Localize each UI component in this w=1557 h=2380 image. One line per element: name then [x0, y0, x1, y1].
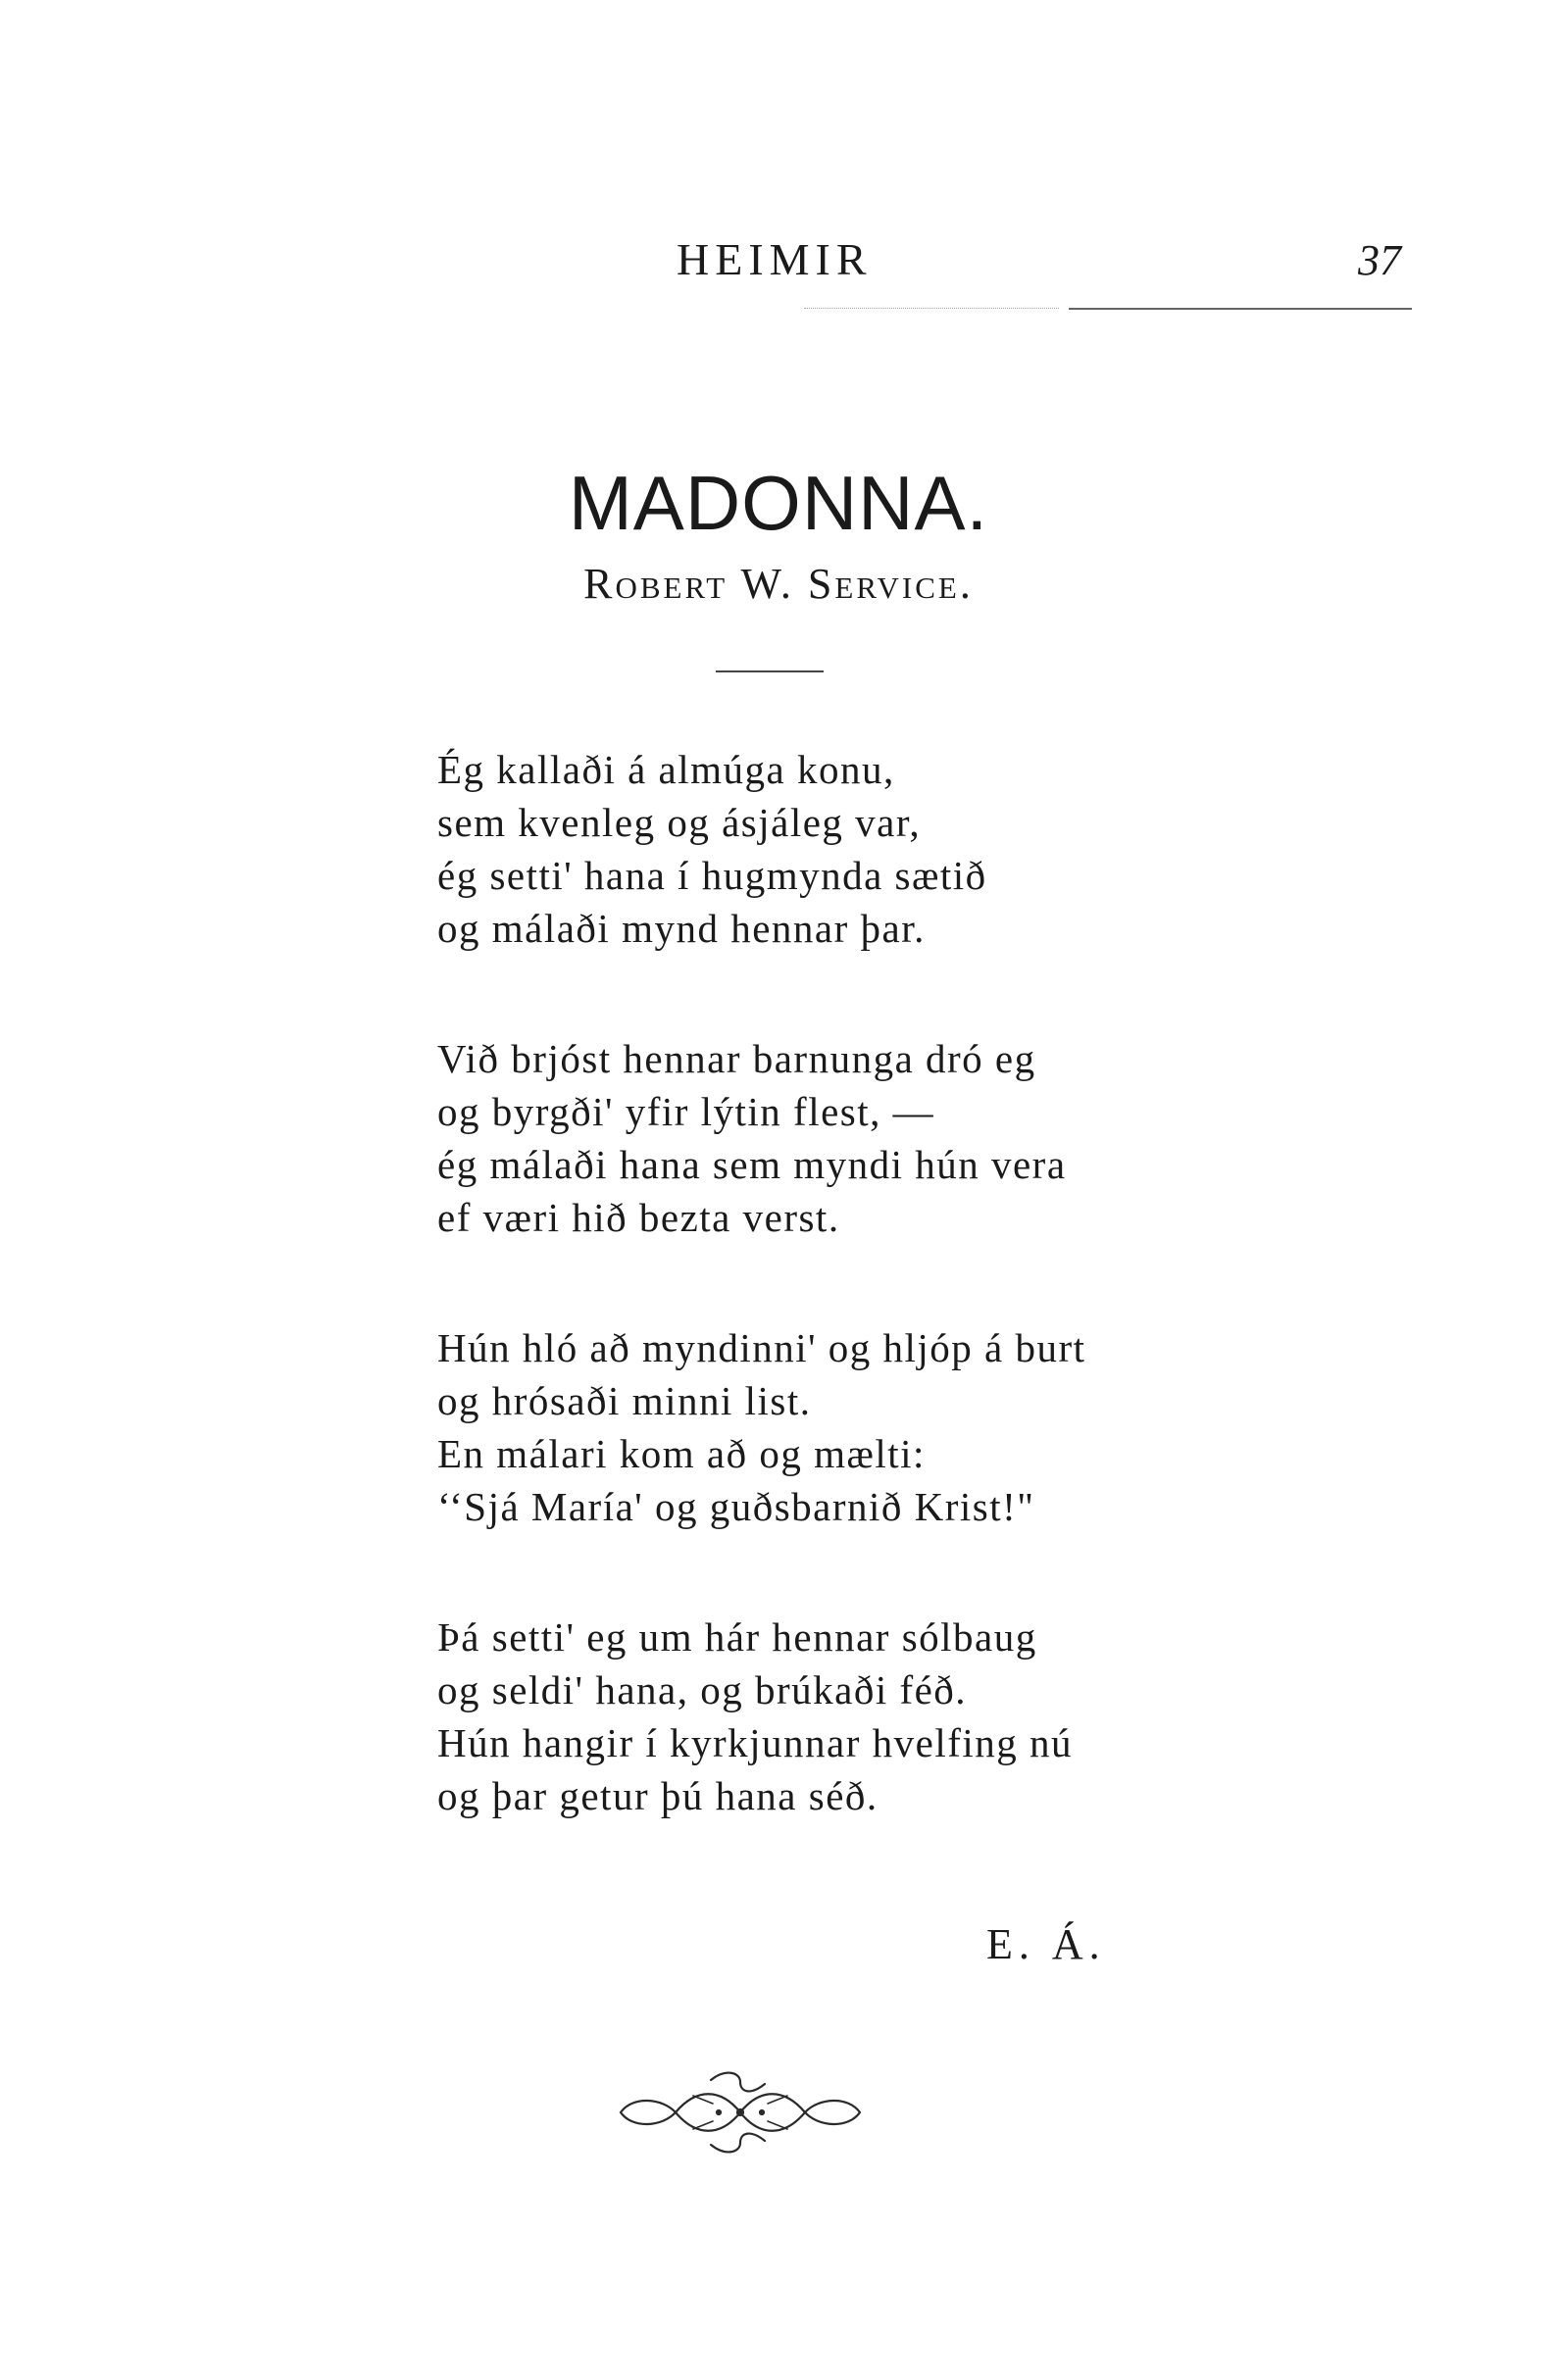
verse-line: ef væri hið bezta verst.	[437, 1195, 840, 1240]
page-number: 37	[1358, 236, 1401, 284]
verse-line: og málaði mynd hennar þar.	[437, 906, 926, 951]
verse-line: og hrósaði minni list.	[437, 1378, 812, 1423]
stanza-3	[437, 1321, 1222, 1533]
flourish-ornament-icon	[603, 2058, 878, 2166]
poem-title: MADONNA.	[568, 460, 989, 546]
header-rule-faint	[804, 308, 1059, 309]
header-rule	[1069, 308, 1412, 310]
verse-line: En málari kom að og mælti:	[437, 1431, 926, 1476]
running-title: HEIMIR	[677, 234, 873, 284]
stanza-4	[437, 1611, 1222, 1822]
verse-line: og þar getur þú hana séð.	[437, 1773, 879, 1818]
verse-line: og seldi' hana, og brúkaði féð.	[437, 1667, 968, 1712]
poem-body	[437, 743, 1222, 1900]
poem-author: Robert W. Service.	[583, 560, 974, 608]
verse-line: Við brjóst hennar barnunga dró eg	[437, 1036, 1036, 1081]
running-header	[0, 233, 1557, 292]
verse-line: sem kvenleg og ásjáleg var,	[437, 800, 922, 845]
stanza-1	[437, 743, 1222, 955]
signature: E. Á.	[986, 1920, 1106, 1968]
verse-line: Ég kallaði á almúga konu,	[437, 747, 895, 792]
verse-line: ‘‘Sjá María' og guðsbarnið Krist!"	[437, 1484, 1035, 1529]
verse-line: Þá setti' eg um hár hennar sólbaug	[437, 1614, 1037, 1660]
verse-line: Hún hangir í kyrkjunnar hvelfing nú	[437, 1720, 1074, 1765]
title-divider	[716, 670, 824, 672]
stanza-2	[437, 1032, 1222, 1244]
verse-line: og byrgði' yfir lýtin flest, —	[437, 1089, 935, 1134]
verse-line: Hún hló að myndinni' og hljóp á burt	[437, 1325, 1086, 1370]
verse-line: ég málaði hana sem myndi hún vera	[437, 1142, 1067, 1187]
verse-line: ég setti' hana í hugmynda sætið	[437, 853, 987, 898]
